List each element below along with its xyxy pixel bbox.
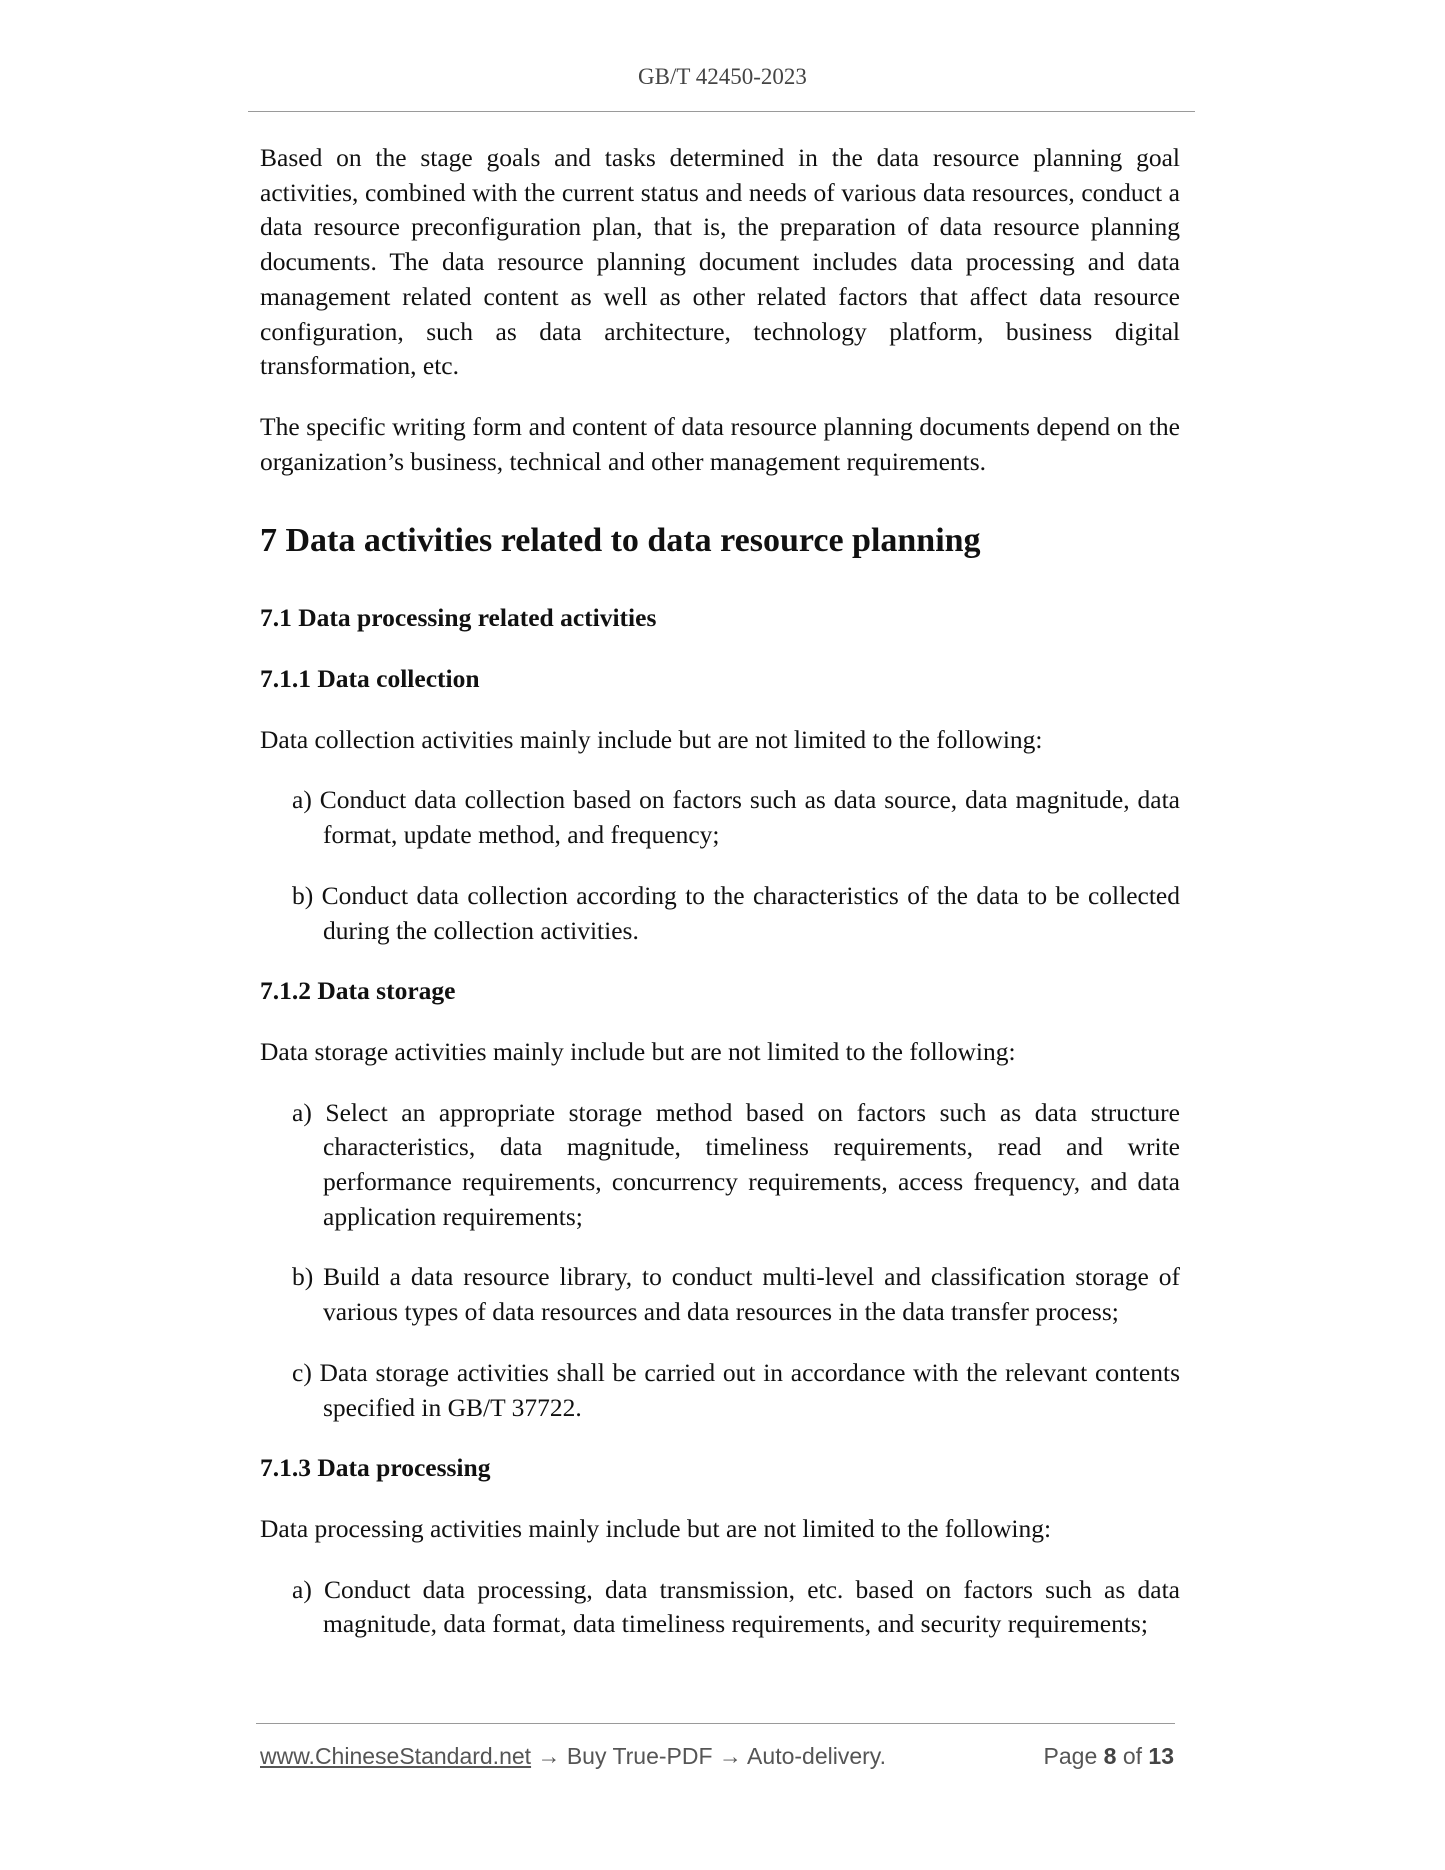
running-header: GB/T 42450-2023: [638, 64, 807, 89]
intro-paragraph-1: Based on the stage goals and tasks determined in the data resource planning goal activities, combined with the current status and needs of various data resources, conduct a data resource preconfiguration plan, that is, the preparation of data resource planning documents. The data resource planning document includes data processing and data management related content as well as other related factors that affect data resource configuration, such as data architecture, technology platform, business digital transformation, etc.: [260, 143, 1180, 381]
header-divider: [248, 111, 1195, 112]
data-storage-intro: Data storage activities mainly include but are not limited to the following:: [260, 1036, 1016, 1066]
total-page-count: 13: [1148, 1743, 1174, 1769]
section-7-1-1-heading: 7.1.1 Data collection: [260, 664, 480, 694]
page-footer: [260, 1743, 1174, 1770]
list-item: c) Data storage activities shall be carried out in accordance with the relevant contents specified in GB/T 37722.: [292, 1357, 1180, 1422]
list-item: b) Build a data resource library, to conduct multi-level and classification storage of various types of data resources and data resources in the data transfer process;: [292, 1262, 1180, 1327]
page-indicator: [1044, 1743, 1174, 1770]
section-7-1-2-heading: 7.1.2 Data storage: [260, 976, 456, 1006]
section-7-heading: 7 Data activities related to data resource planning: [260, 522, 981, 560]
of-label: of: [1122, 1743, 1143, 1769]
footer-divider: [256, 1723, 1175, 1724]
section-7-1-3-heading: 7.1.3 Data processing: [260, 1453, 491, 1483]
chinesestandard-link[interactable]: www.ChineseStandard.net: [260, 1743, 532, 1769]
intro-paragraph-2: The specific writing form and content of data resource planning documents depend on the organization’s business, technical and other management requirements.: [260, 411, 1180, 476]
current-page-number: 8: [1103, 1743, 1117, 1769]
footer-tagline: → Buy True-PDF → Auto-delivery.: [531, 1743, 886, 1769]
page-label: Page: [1043, 1743, 1098, 1769]
data-processing-intro: Data processing activities mainly include but are not limited to the following:: [260, 1513, 1052, 1543]
list-item: b) Conduct data collection according to the characteristics of the data to be collected during the collection activities.: [292, 880, 1180, 945]
data-collection-intro: Data collection activities mainly include but are not limited to the following:: [260, 724, 1043, 754]
page-content: [260, 141, 1180, 1668]
section-7-1-heading: 7.1 Data processing related activities: [260, 603, 657, 633]
list-item: a) Select an appropriate storage method based on factors such as data structure characteristics, data magnitude, timeliness requirements, read and write performance requirements, concurrency requirements, access frequency, and data application requirements;: [292, 1097, 1180, 1231]
list-item: a) Conduct data collection based on factors such as data source, data magnitude, data format, update method, and frequency;: [292, 785, 1180, 850]
list-item: a) Conduct data processing, data transmission, etc. based on factors such as data magnitude, data format, data timeliness requirements, and security requirements;: [292, 1574, 1180, 1639]
